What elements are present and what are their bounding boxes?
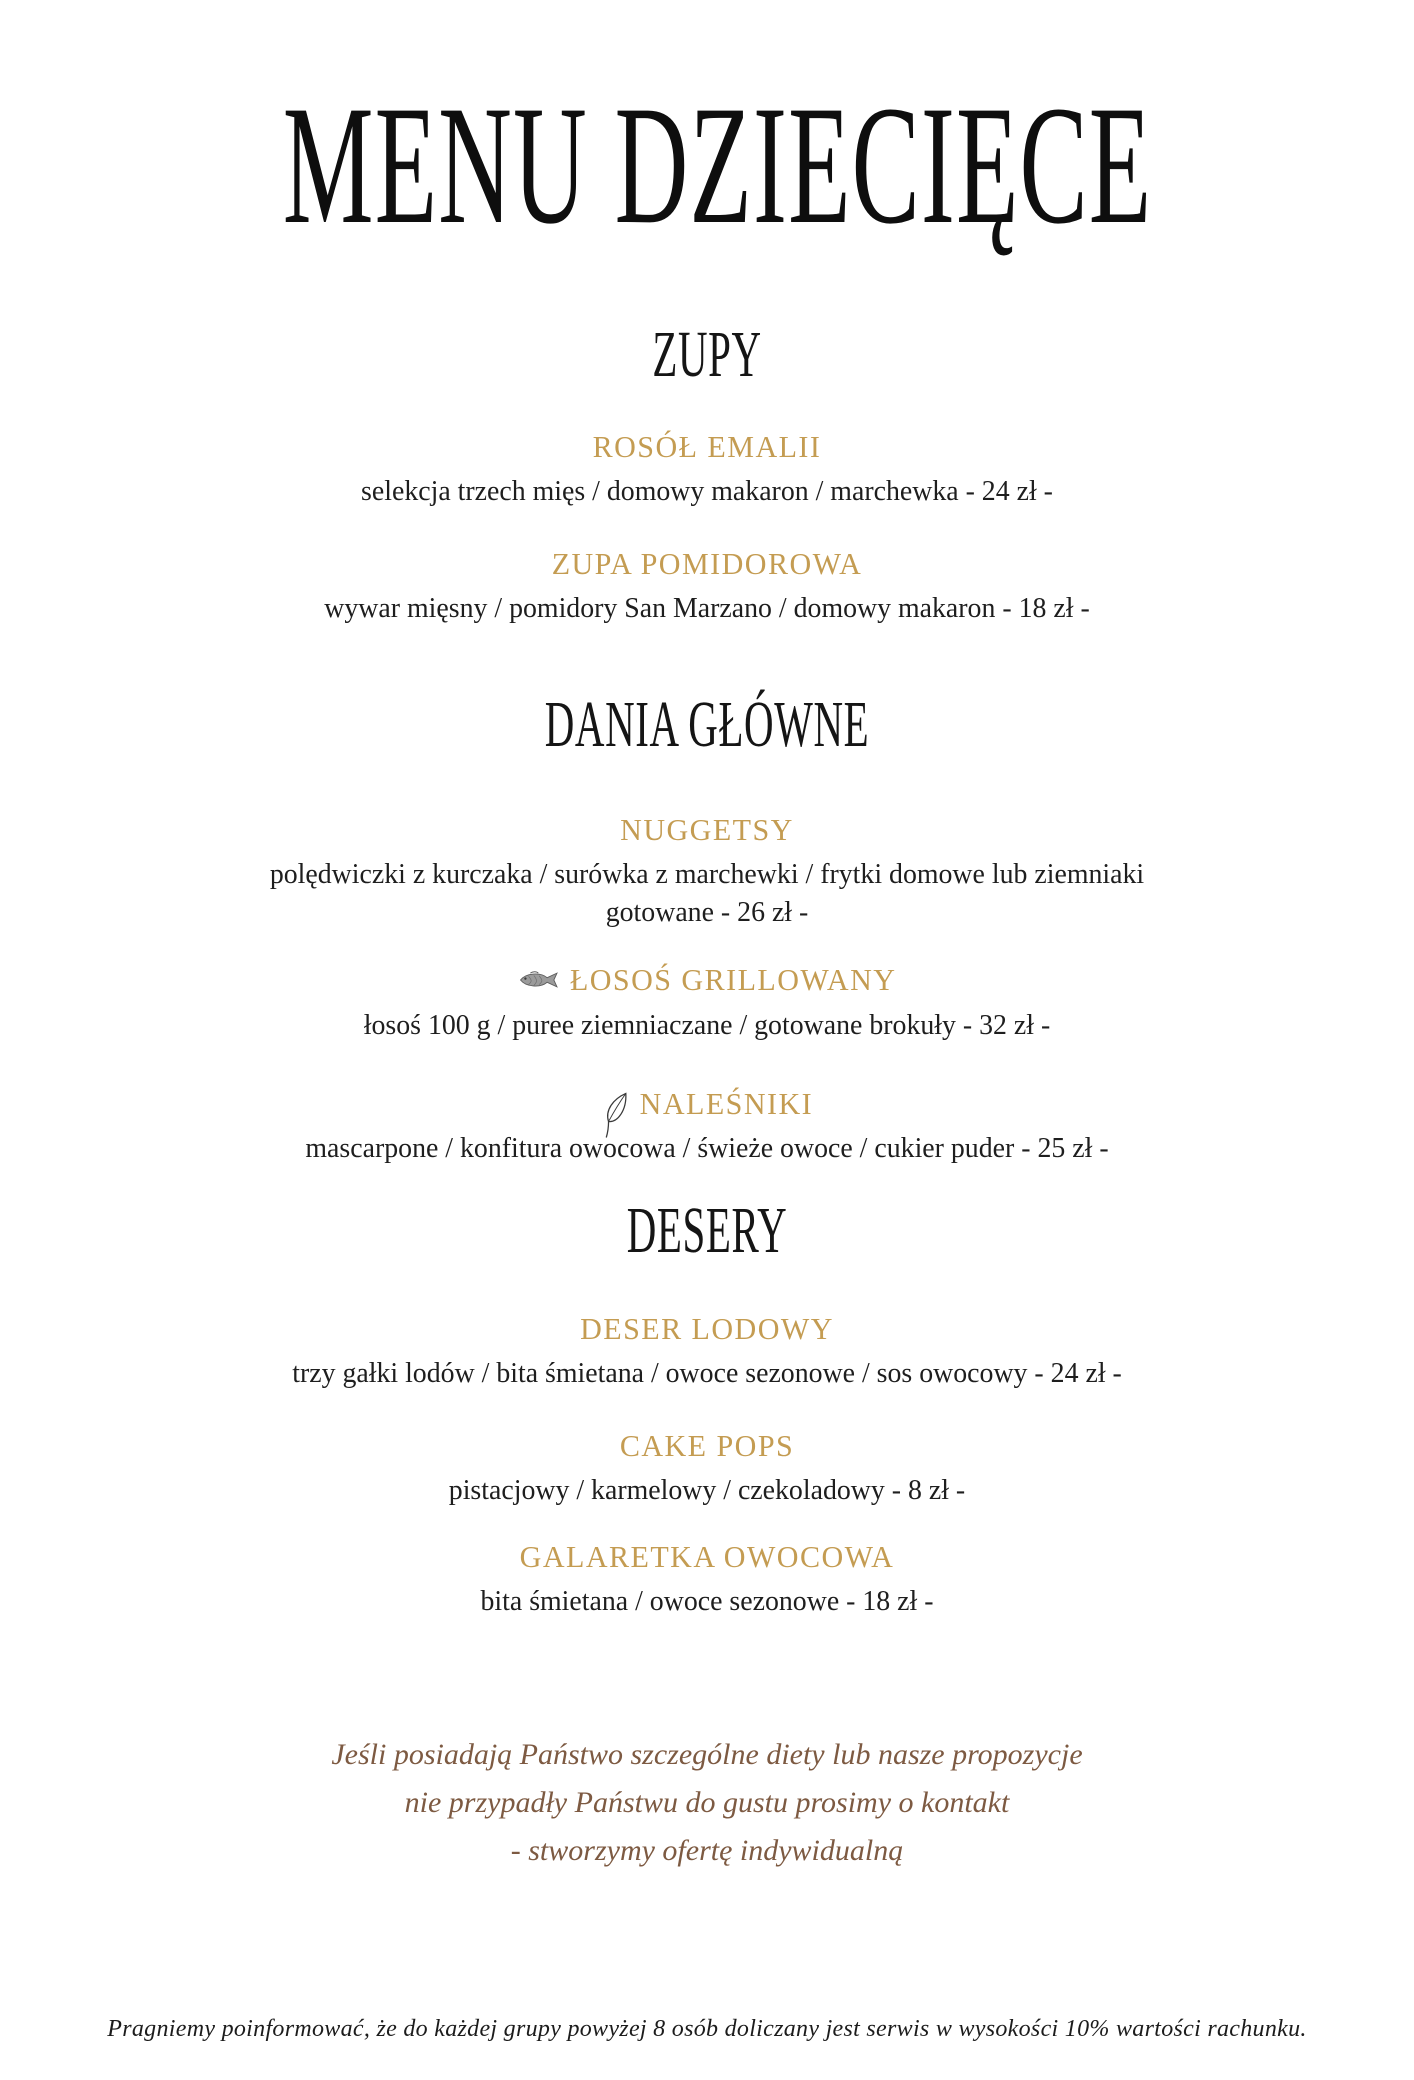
item-desc-nalesniki: mascarpone / konfitura owocowa / świeże owoce / cukier puder - 25 zł - bbox=[305, 1132, 1109, 1165]
item-name-label: ZUPA POMIDOROWA bbox=[551, 545, 863, 581]
diet-contact-note bbox=[0, 1731, 1414, 1875]
item-desc-nuggetsy bbox=[28, 856, 1385, 931]
item-desc-deser-lodowy: trzy gałki lodów / bita śmietana / owoce sezonowe / sos owocowy - 24 zł - bbox=[292, 1357, 1122, 1390]
item-name-label: GALARETKA OWOCOWA bbox=[519, 1538, 895, 1574]
item-name-nalesniki bbox=[21, 1085, 1393, 1122]
item-name-label: NALEŚNIKI bbox=[639, 1086, 814, 1122]
item-name-label: ŁOSOŚ GRILLOWANY bbox=[569, 962, 897, 998]
item-desc-losos: łosoś 100 g / puree ziemniaczane / gotowane brokuły - 32 zł - bbox=[363, 1008, 1051, 1041]
item-desc-galaretka: bita śmietana / owoce sezonowe - 18 zł - bbox=[480, 1585, 934, 1617]
section-heading-zupy: ZUPY bbox=[652, 318, 762, 391]
section-heading-dania-glowne: DANIA GŁÓWNE bbox=[544, 687, 870, 761]
page-title: MENU DZIECIĘCE bbox=[282, 71, 1153, 259]
item-desc-cake-pops: pistacjowy / karmelowy / czekoladowy - 8 zł - bbox=[448, 1474, 966, 1507]
item-name-losos bbox=[21, 961, 1393, 998]
fish-icon bbox=[518, 968, 561, 992]
item-name-pomidorowa bbox=[21, 545, 1393, 582]
item-desc-rosol: selekcja trzech mięs / domowy makaron / marchewka - 24 zł - bbox=[361, 475, 1053, 508]
item-name-galaretka bbox=[21, 1538, 1393, 1575]
note-line-2: nie przypadły Państwu do gustu prosimy o kontakt bbox=[404, 1785, 1010, 1819]
service-charge-footnote: Pragniemy poinformować, że do każdej grupy powyżej 8 osób doliczany jest serwis w wysokości 10% wartości rachunku. bbox=[107, 2016, 1307, 2042]
item-name-label: CAKE POPS bbox=[619, 1427, 795, 1463]
item-name-label: NUGGETSY bbox=[620, 811, 794, 847]
item-desc-line1: polędwiczki z kurczaka / surówka z marchewki / frytki domowe lub ziemniaki bbox=[269, 857, 1145, 890]
item-name-label: DESER LODOWY bbox=[580, 1311, 834, 1347]
item-name-cake-pops bbox=[21, 1427, 1393, 1464]
item-name-deser-lodowy bbox=[21, 1310, 1393, 1347]
note-line-3: - stworzymy ofertę indywidualną bbox=[510, 1833, 904, 1867]
item-name-nuggetsy bbox=[21, 811, 1393, 848]
section-heading-desery: DESERY bbox=[626, 1194, 788, 1268]
item-name-rosol bbox=[21, 428, 1393, 465]
note-line-1: Jeśli posiadają Państwo szczególne diety lub nasze propozycje bbox=[331, 1737, 1083, 1771]
item-name-label: ROSÓŁ EMALII bbox=[592, 429, 822, 464]
item-desc-line2: gotowane - 26 zł - bbox=[605, 895, 809, 928]
item-desc-pomidorowa: wywar mięsny / pomidory San Marzano / domowy makaron - 18 zł - bbox=[324, 592, 1090, 625]
leaf-icon bbox=[601, 1089, 630, 1119]
